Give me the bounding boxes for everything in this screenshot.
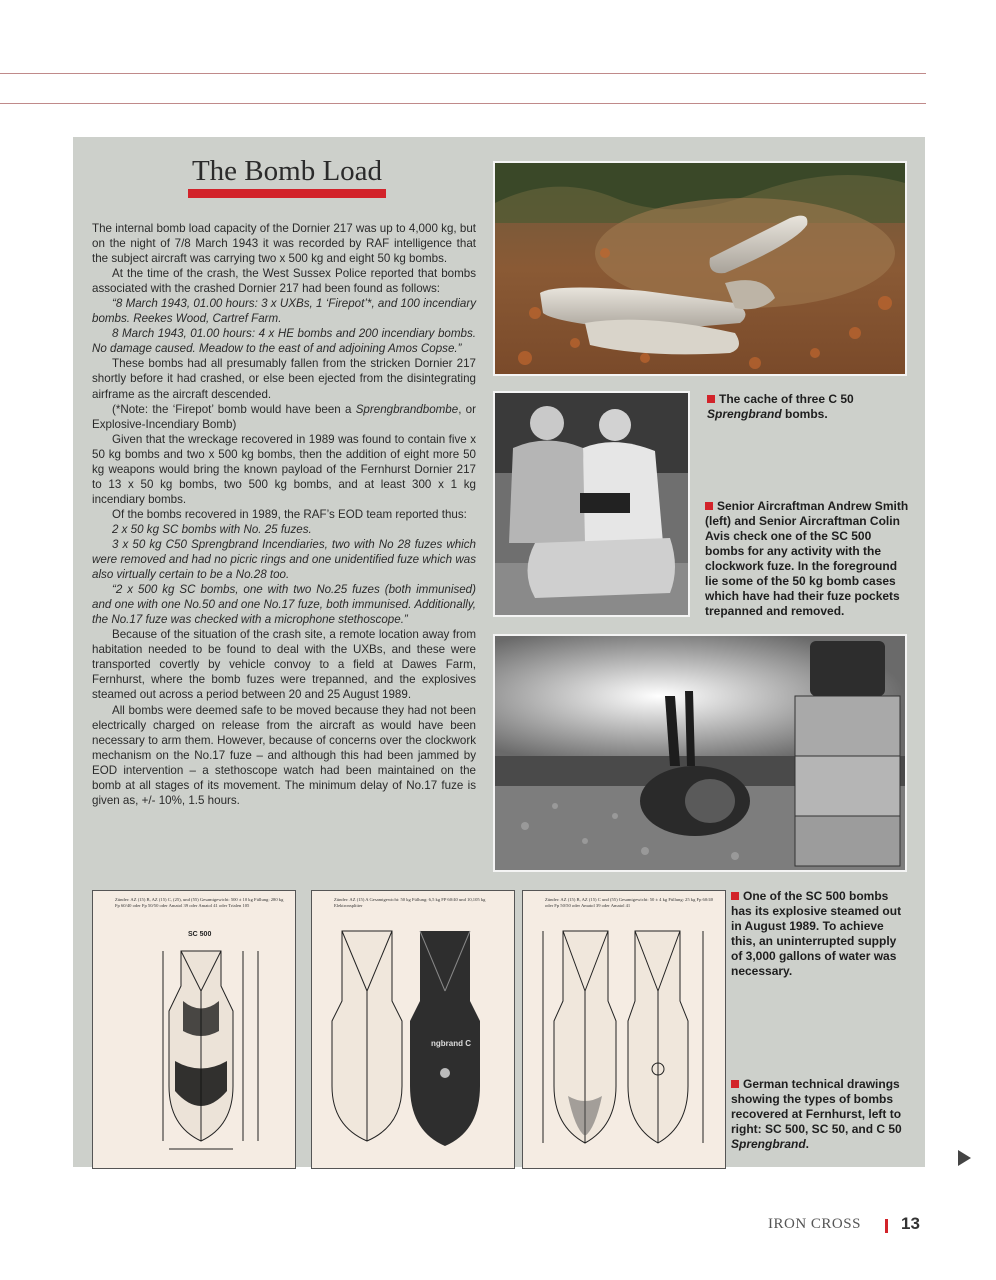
page-number: 13 <box>901 1214 920 1233</box>
article-paragraph: Because of the situation of the crash site, a remote location away from habitation needed to be found to deal with the UXBs, and these were transported covertly by vehicle convoy to a field at Dawes Farm, Fernhurst, where the bomb fuzes were trepanned, and the explosives steamed out across a period between 20 and 25 August 1989. <box>92 628 476 702</box>
photo-airmen <box>493 391 690 617</box>
article-paragraph: Of the bombs recovered in 1989, the RAF’s EOD team reported thus: <box>112 507 467 521</box>
article-paragraph: 8 March 1943, 01.00 hours: 4 x HE bombs and 200 incendiary bombs. No damage caused. Meadow to the east of and adjoining Amos Copse.” <box>92 327 476 356</box>
photo-steaming <box>493 634 907 872</box>
drawing-header: Zünder: AZ (15) B, AZ (15) C und (55) Gesamtgewicht: 50 ± 4 kg Füllung: 25 kg Fp 60/40 oder Fp 50/50 oder Amatol 39 oder Amatol 41 <box>545 897 714 908</box>
caption-cache: The cache of three C 50 Sprengbrand bombs. <box>707 392 854 421</box>
article-paragraph: 3 x 50 kg C50 Sprengbrand Incendiaries, two with No 28 fuzes which were removed and had no picric rings and one unidentified fuze which was also virtually certain to be a No.28 too. <box>92 537 476 582</box>
article-paragraph: At the time of the crash, the West Sussex Police reported that bombs associated with the crashed Dornier 217 had been found as follows: <box>92 267 476 296</box>
drawing-header: Zünder: AZ (15) B, AZ (15) C, (25), und (55) Gesamtgewicht: 500 ± 10 kg Füllung: 280 kg Fp 60/40 oder Fp 50/50 oder Amatol 39 oder Amatol 41 oder Trialen 105 <box>115 897 284 908</box>
article-paragraph: All bombs were deemed safe to be moved because they had not been electrically charged on release from the aircraft as would have been necessary to arm them. However, because of concerns over the clockwork mechanism on the No.17 fuze – and although this had been jammed by EOD intervention – a stethoscope watch had been maintained on the bomb at all stages of its movement. The minimum delay of No.17 fuze is given as, +/- 10%, 1.5 hours. <box>92 703 476 807</box>
drawing-label: ngbrand C <box>431 1039 471 1048</box>
caption-steam: One of the SC 500 bombs has its explosive steamed out in August 1989. To achieve this, an uninterrupted supply of 3,000 gallons of water was necessary. <box>731 889 902 978</box>
footer-divider <box>885 1219 888 1233</box>
page-title: The Bomb Load <box>191 155 383 187</box>
article-paragraph: “2 x 500 kg SC bombs, one with two No.25 fuzes (both immunised) and one with one No.50 and one No.17 fuze, both immunised. Additionally, the No.17 fuze was checked with a microphone stethoscope.” <box>92 583 476 627</box>
article-paragraph: (*Note: the ‘Firepot’ bomb would have been a Sprengbrandbombe, or Explosive-Incendiary Bomb) <box>92 402 476 431</box>
photo-bomb-cache <box>493 161 907 376</box>
article-paragraph: These bombs had all presumably fallen from the stricken Dornier 217 shortly before it had crashed, or else been ejected from the disintegrating airframe as the aircraft descended. <box>92 357 476 401</box>
title-underline <box>188 189 386 198</box>
top-rule-2 <box>0 103 926 104</box>
drawing-sc500 <box>92 890 296 1169</box>
drawing-c50 <box>522 890 726 1169</box>
drawing-header: Zünder: AZ (15) A Gesamtgewicht: 50 kg Füllung: 6,5 kg FP 60/40 und 10,105 kg Elektronsplitter <box>334 897 486 908</box>
article-paragraph: 2 x 50 kg SC bombs with No. 25 fuzes. <box>112 522 312 536</box>
article-paragraph: The internal bomb load capacity of the Dornier 217 was up to 4,000 kg, but on the night of 7/8 March 1943 it was recorded by RAF intelligence that the subject aircraft was carrying two x 500 kg and eight 50 kg bombs. <box>92 222 476 266</box>
magazine-name: IRON CROSS <box>768 1216 861 1232</box>
caption-marker <box>707 395 715 403</box>
article-body <box>92 221 476 808</box>
caption-drawings: German technical drawings showing the types of bombs recovered at Fernhurst, left to right: SC 500, SC 50, and C 50 Sprengbrand. <box>731 1077 902 1151</box>
article-paragraph: “8 March 1943, 01.00 hours: 3 x UXBs, 1 ‘Firepot’*, and 100 incendiary bombs. Reekes Wood, Cartref Farm. <box>92 297 476 326</box>
caption-marker <box>705 502 713 510</box>
drawing-label: SC 500 <box>188 931 212 938</box>
next-page-arrow-icon <box>958 1150 971 1166</box>
drawing-sc50 <box>311 890 515 1169</box>
caption-marker <box>731 892 739 900</box>
sidebar-panel <box>73 137 925 1167</box>
caption-airmen: Senior Aircraftman Andrew Smith (left) and Senior Aircraftman Colin Avis check one of the SC 500 bombs for any activity with the clockwork fuze. In the foreground lie some of the 50 kg bomb cases which have had their fuze pockets trepanned and removed. <box>705 499 909 618</box>
caption-marker <box>731 1080 739 1088</box>
top-rule <box>0 73 926 74</box>
article-paragraph: Given that the wreckage recovered in 1989 was found to contain five x 50 kg bombs and two x 500 kg bombs, then the addition of eight more 50 kg weapons would bring the known payload of the Fernhurst Dornier 217 to 13 x 50 kg bombs, two 500 kg bombs, and at least 300 x 1 kg incendiary bombs. <box>92 432 476 506</box>
